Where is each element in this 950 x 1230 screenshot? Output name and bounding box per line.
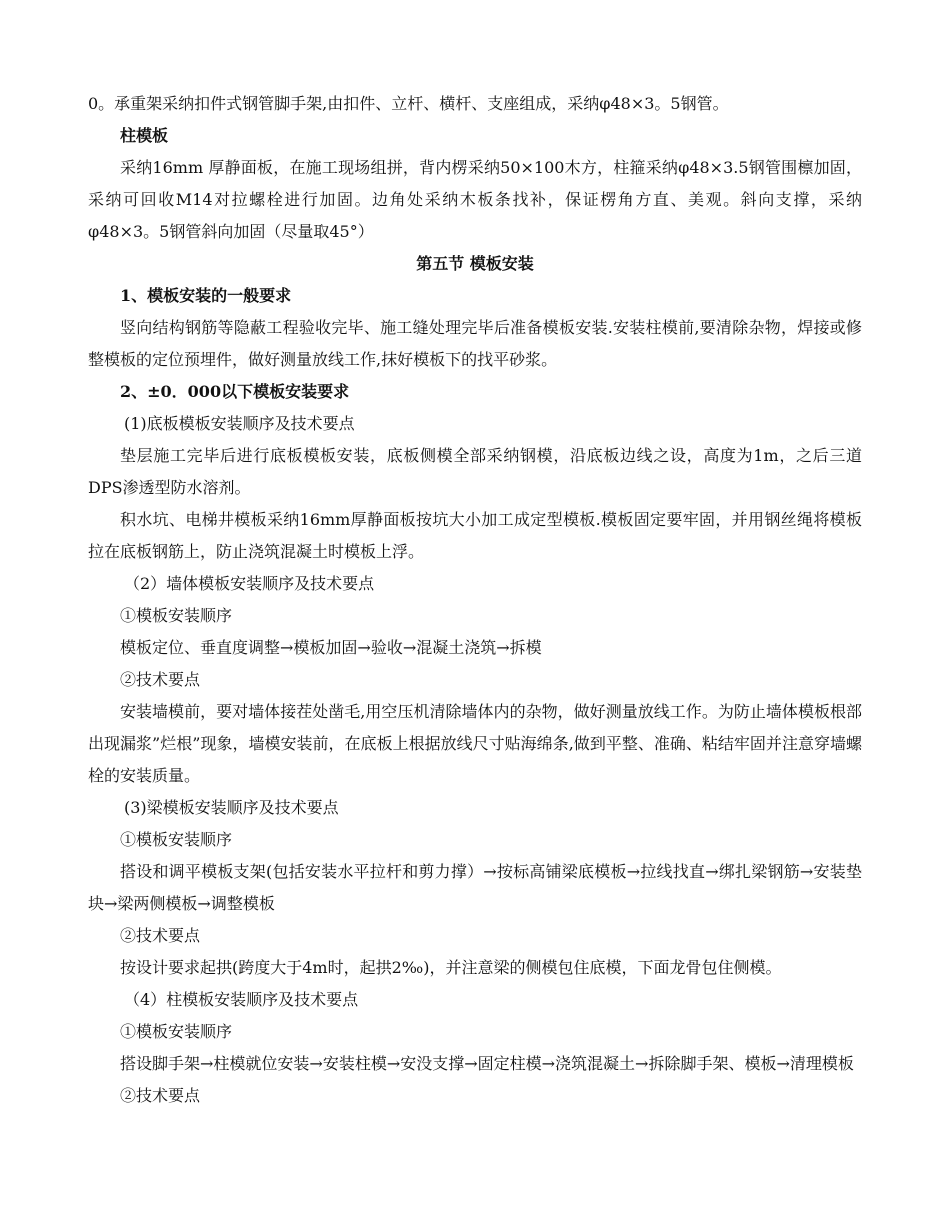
subheading-wall-formwork: （2）墙体模板安装顺序及技术要点 [124,574,375,593]
item-wall-tech-label: ②技术要点 [120,670,201,689]
paragraph-column-formwork: 采纳16mm 厚静面板，在施工现场组拼，背内楞采纳50×100木方，柱箍采纳φ48×3.5钢管围檩加固，采纳可回收M14对拉螺栓进行加固。边角处采纳木板条找补，保证楞角方直、美观。斜向支撑，采纳φ48×3。5钢管斜向加固（尽量取45°） [88,158,862,241]
item-beam-tech-label: ②技术要点 [120,926,201,945]
paragraph-base-slab-1: 垫层施工完毕后进行底板模板安装，底板侧模全部采纳钢模，沿底板边线之设，高度为1m，之后三道DPS渗透型防水溶剂。 [88,446,862,497]
document-body [88,88,862,1112]
item-column-sequence: 搭设脚手架→柱模就位安装→安装柱模→安没支撑→固定柱模→浇筑混凝土→拆除脚手架、模板→清理模板 [120,1054,854,1073]
item-column-sequence-label: ①模板安装顺序 [120,1022,233,1041]
section-title: 第五节 模板安装 [416,254,534,273]
item-wall-sequence: 模板定位、垂直度调整→模板加固→验收→混凝土浇筑→拆模 [120,638,542,657]
paragraph-general-requirements: 竖向结构钢筋等隐蔽工程验收完毕、施工缝处理完毕后准备模板安装.安装柱模前,要清除杂物，焊接或修整模板的定位预埋件，做好测量放线工作,抹好模板下的找平砂浆。 [88,318,862,369]
item-column-tech-label: ②技术要点 [120,1086,201,1105]
subheading-base-slab: (1)底板模板安装顺序及技术要点 [124,414,355,433]
heading-below-zero-requirements: 2、±0．000以下模板安装要求 [120,382,350,401]
subheading-column-formwork: 柱模板 [120,126,169,145]
subheading-column-install: （4）柱模板安装顺序及技术要点 [124,990,359,1009]
subheading-beam-formwork: (3)梁模板安装顺序及技术要点 [124,798,339,817]
paragraph-scaffold-note: 0。承重架采纳扣件式钢管脚手架,由扣件、立杆、横杆、支座组成，采纳φ48×3。5钢管。 [88,94,729,113]
paragraph-wall-tech: 安装墙模前，要对墙体接茬处凿毛,用空压机清除墙体内的杂物，做好测量放线工作。为防止墙体模板根部出现漏浆”烂根”现象，墙模安装前，在底板上根据放线尺寸贴海绵条,做到平整、准确、粘结牢固并注意穿墙螺栓的安装质量。 [88,702,862,785]
item-beam-sequence-label: ①模板安装顺序 [120,830,233,849]
paragraph-base-slab-2: 积水坑、电梯井模板采纳16mm厚静面板按坑大小加工成定型模板.模板固定要牢固，并用钢丝绳将模板拉在底板钢筋上，防止浇筑混凝土时模板上浮。 [88,510,862,561]
item-beam-sequence: 搭设和调平模板支架(包括安装水平拉杆和剪力撑）→按标高铺梁底模板→拉线找直→绑扎梁钢筋→安装垫块→梁两侧模板→调整模板 [88,862,862,913]
item-wall-sequence-label: ①模板安装顺序 [120,606,233,625]
paragraph-beam-tech: 按设计要求起拱(跨度大于4m时，起拱2‰)，并注意梁的侧模包住底模，下面龙骨包住侧模。 [120,958,782,977]
heading-general-requirements: 1、模板安装的一般要求 [120,286,292,305]
